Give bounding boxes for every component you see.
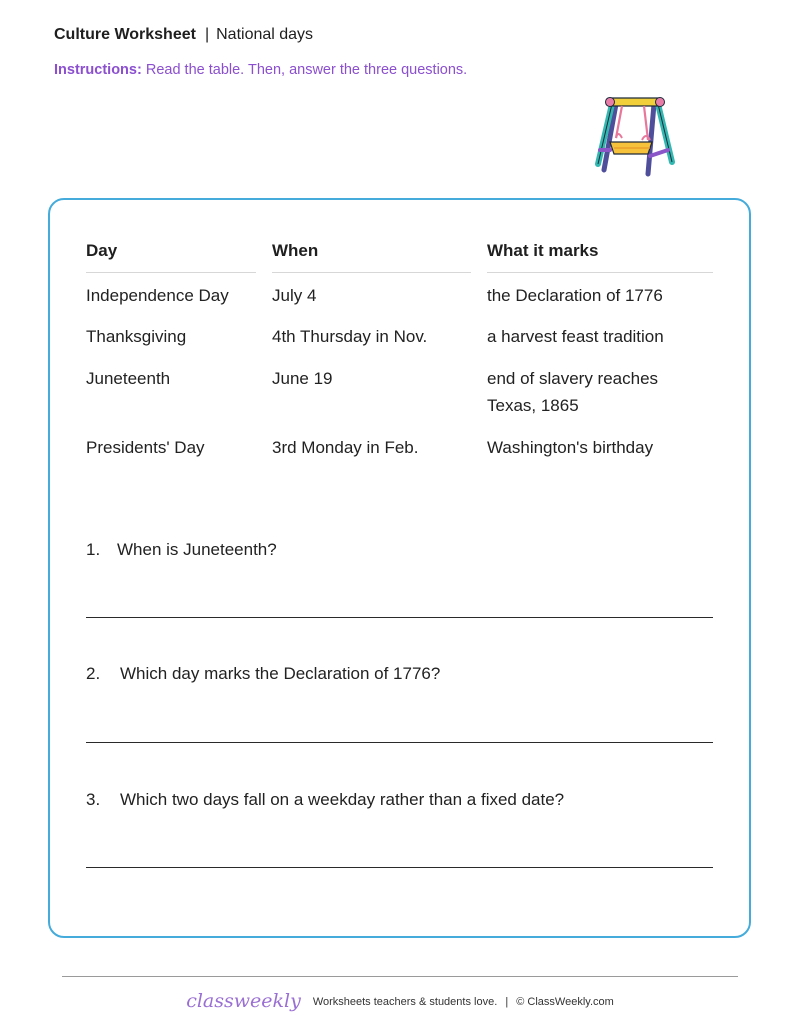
footer-divider <box>62 976 738 977</box>
table-header-what-it-marks: What it marks <box>487 241 599 260</box>
table-header-rule <box>86 272 256 273</box>
question-text: Which day marks the Declaration of 1776? <box>120 664 441 683</box>
table-cell: a harvest feast tradition <box>487 327 664 346</box>
table-header-rule <box>487 272 713 273</box>
instructions-text: Read the table. Then, answer the three questions. <box>145 62 468 78</box>
brand-logo: classweekly <box>186 990 301 1012</box>
table-header-rule <box>272 272 471 273</box>
table-cell: Washington's birthday <box>487 438 654 457</box>
table-cell: end of slavery reaches Texas, 1865 <box>487 369 659 415</box>
table-cell: the Declaration of 1776 <box>487 286 663 305</box>
header-separator: | <box>204 26 210 43</box>
table-header-when: When <box>272 241 319 260</box>
worksheet-subtitle: National days <box>216 26 314 43</box>
table-cell: 3rd Monday in Feb. <box>272 438 419 457</box>
question-3 <box>86 790 564 810</box>
content-card <box>48 198 751 938</box>
question-2 <box>86 664 440 684</box>
footer-copyright: © ClassWeekly.com <box>516 996 614 1008</box>
question-number: 2. <box>86 664 101 683</box>
playground-swing-icon <box>592 94 678 180</box>
question-text: When is Juneteenth? <box>117 540 277 559</box>
table-cell: Presidents' Day <box>86 438 205 457</box>
question-text: Which two days fall on a weekday rather than a fixed date? <box>120 790 565 809</box>
answer-line-3[interactable] <box>86 867 713 868</box>
question-number: 3. <box>86 790 101 809</box>
answer-line-1[interactable] <box>86 617 713 618</box>
table-cell: Juneteenth <box>86 369 171 388</box>
instructions <box>54 62 467 78</box>
table-cell: Independence Day <box>86 286 229 305</box>
footer-separator: | <box>505 996 509 1008</box>
table-cell: Thanksgiving <box>86 327 187 346</box>
question-number: 1. <box>86 540 101 559</box>
table-header-day: Day <box>86 241 118 260</box>
instructions-label: Instructions: <box>54 62 142 78</box>
table-cell: July 4 <box>272 286 317 305</box>
table-cell: June 19 <box>272 369 333 388</box>
footer <box>0 990 800 1012</box>
worksheet-header <box>54 26 313 44</box>
answer-line-2[interactable] <box>86 742 713 743</box>
question-1 <box>86 540 277 560</box>
table-cell: 4th Thursday in Nov. <box>272 327 428 346</box>
worksheet-title: Culture Worksheet <box>54 26 196 43</box>
footer-tagline: Worksheets teachers & students love. <box>312 996 498 1008</box>
